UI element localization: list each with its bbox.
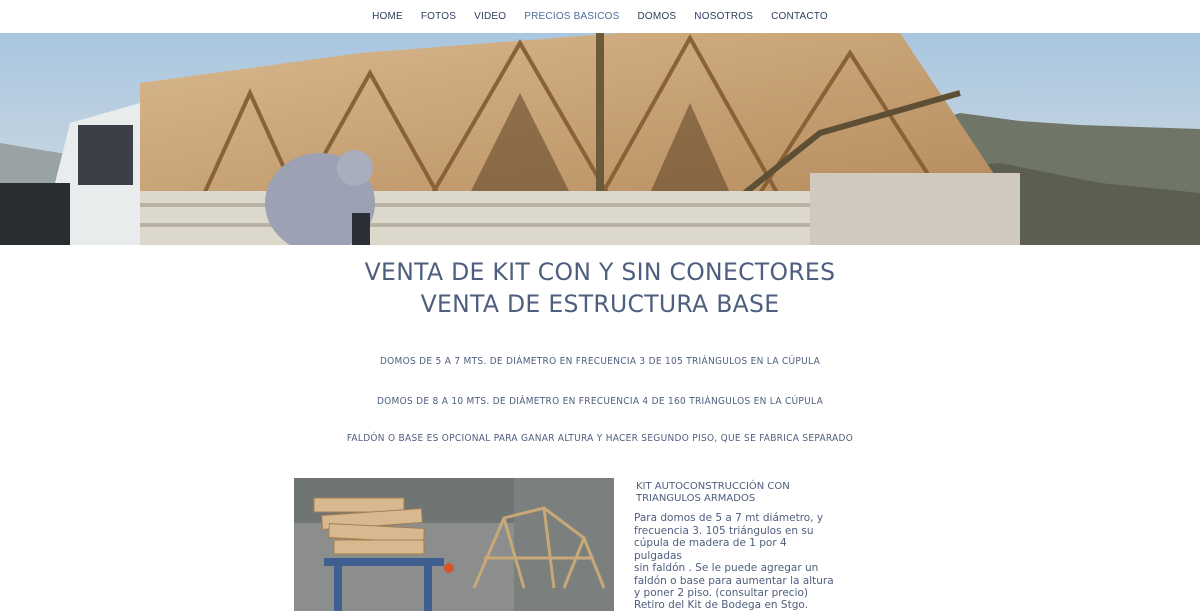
kit-desc-line-6: y poner 2 piso. (consultar precio) [634, 587, 809, 599]
hero-image [0, 33, 1200, 245]
nav-fotos[interactable]: FOTOS [420, 11, 457, 22]
workshop-photo [294, 478, 614, 611]
nav-contacto[interactable]: CONTACTO [771, 11, 828, 22]
spec-line-2: DOMOS DE 8 A 10 MTS. DE DIÁMETRO EN FRECUENCIA 4 DE 160 TRIÁNGULOS EN LA CÚPULA [376, 396, 824, 407]
kit-desc-line-2: frecuencia 3. 105 triángulos en su [634, 524, 814, 537]
kit-desc-line-1: Para domos de 5 a 7 mt diámetro, y [634, 512, 824, 524]
kit-title [636, 481, 836, 505]
nav-nosotros[interactable]: NOSOTROS [694, 11, 754, 22]
hero-illustration [0, 33, 1200, 245]
headline-line-1: VENTA DE KIT CON Y SIN CONECTORES [364, 258, 836, 286]
kit-desc-line-4: sin faldón . Se le puede agregar un [634, 562, 819, 574]
workshop-illustration [294, 478, 614, 611]
nav-domos[interactable]: DOMOS [637, 11, 677, 22]
spec-line-3: FALDÓN O BASE ES OPCIONAL PARA GANAR ALTURA Y HACER SEGUNDO PISO, QUE SE FABRICA SEPARADO [346, 433, 854, 444]
nav-precios-basicos[interactable]: PRECIOS BASICOS [524, 11, 620, 22]
nav-video[interactable]: VIDEO [474, 11, 507, 22]
top-navigation [0, 0, 1200, 33]
kit-pickup-note: Retiro del Kit de Bodega en Stgo. [634, 599, 808, 611]
nav-home[interactable]: HOME [372, 11, 403, 22]
spec-line-1: DOMOS DE 5 A 7 MTS. DE DIÁMETRO EN FRECUENCIA 3 DE 105 TRIÁNGULOS EN LA CÚPULA [379, 356, 821, 367]
kit-title-line-2: TRIANGULOS ARMADOS [636, 493, 756, 504]
headline-line-2: VENTA DE ESTRUCTURA BASE [420, 290, 780, 318]
kit-desc-line-3: cúpula de madera de 1 por 4 pulgadas [634, 537, 787, 562]
kit-desc-line-5: faldón o base para aumentar la altura [634, 574, 834, 587]
page-headline [12, 256, 1188, 320]
kit-description [634, 512, 834, 600]
kit-title-line-1: KIT AUTOCONSTRUCCIÓN CON [636, 481, 790, 492]
